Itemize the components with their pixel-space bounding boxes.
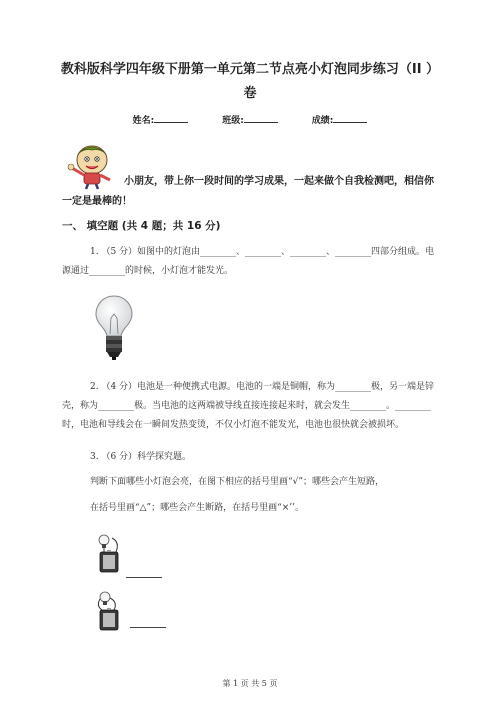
battery-bulb-circuit-icon — [94, 532, 124, 576]
question-3: 3. （6 分）科学探究题。 — [90, 452, 192, 462]
question-3-instruction-2: 在括号里画“△”；哪些会产生断路，在括号里画“×’’。 — [90, 503, 304, 513]
page-footer: 第 1 页 共 5 页 — [222, 679, 278, 688]
question-1: 1. （5 分）如图中的灯泡由________、________、________、________四部分组成。电源通过________的时候，小灯泡才能发光。 — [62, 247, 435, 276]
student-info-row — [0, 113, 500, 126]
intro-text: 小朋友，带上你一段时间的学习成果，一起来做个自我检测吧，相信你一定是最棒的！ — [62, 176, 434, 207]
question-3-instruction-1: 判断下面哪些小灯泡会亮，在图下相应的括号里画“√”；哪些会产生短路， — [90, 477, 384, 487]
name-field — [133, 113, 189, 126]
page-title-line1: 教科版科学四年级下册第一单元第二节点亮小灯泡同步练习（II ） — [60, 62, 440, 77]
question-2: 2. （4 分）电池是一种便携式电源。电池的一端是铜帽，称为________极，另一端是锌壳，称为________极。当电池的这两端被导线直接连接起来时，就会发生________。________时，电池和导线会在一瞬间发热变烫，不仅小灯泡不能发光，电池也很快就会被损坏。 — [62, 382, 435, 430]
name-blank[interactable] — [154, 113, 188, 123]
answer-blank-1[interactable] — [126, 576, 162, 578]
class-field — [222, 113, 278, 126]
score-field — [312, 113, 368, 126]
answer-blank-2[interactable] — [130, 626, 166, 628]
name-label: 姓名: — [132, 116, 155, 126]
page-title-line2: 卷 — [243, 86, 257, 101]
class-label: 班级: — [222, 116, 244, 126]
battery-bulb-circuit-icon — [94, 590, 124, 634]
score-blank[interactable] — [333, 113, 367, 123]
score-label: 成绩: — [311, 116, 334, 126]
light-bulb-icon — [94, 294, 134, 362]
section-heading: 一、 填空题 (共 4 题；共 16 分) — [62, 220, 221, 232]
class-blank[interactable] — [244, 113, 278, 123]
